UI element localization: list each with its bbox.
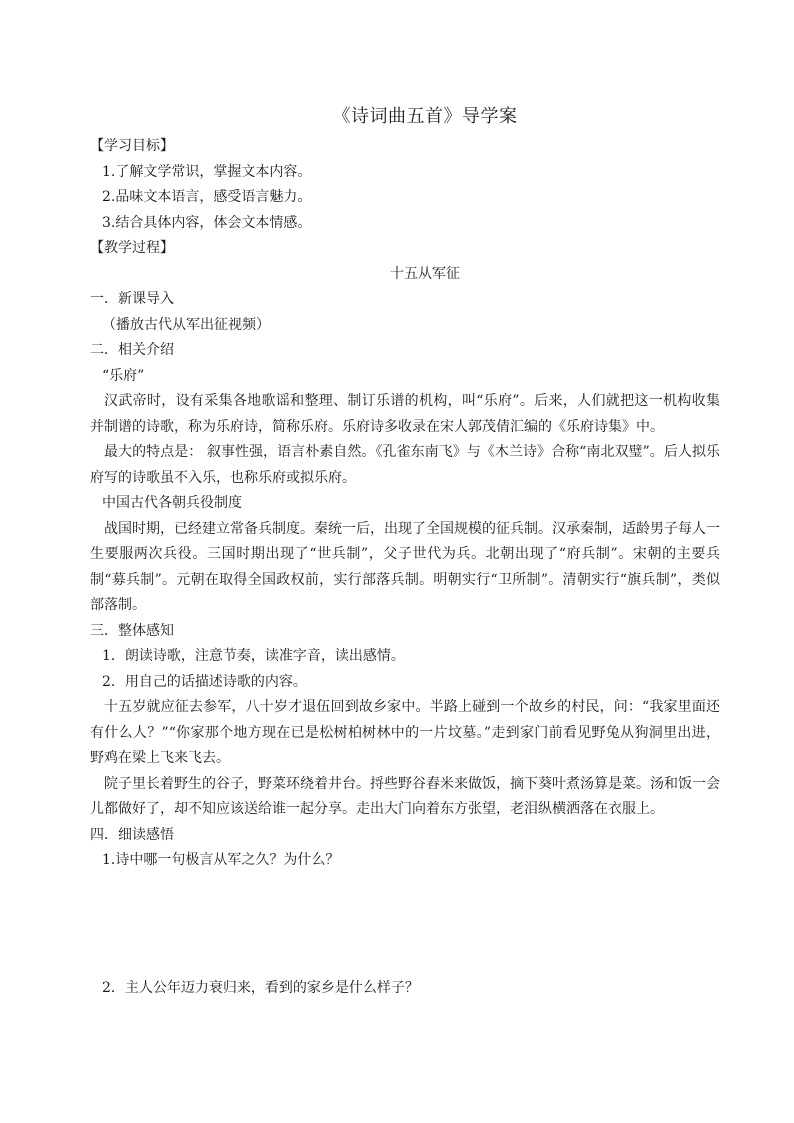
- military-paragraph: 战国时期，已经建立常备兵制度。秦统一后，出现了全国规模的征兵制。汉承秦制，适龄男子每人一生要服两次兵役。三国时期出现了“世兵制”，父子世代为兵。北朝出现了“府兵制”。宋朝的主要兵制“募兵制”。元朝在取得全国政权前，实行部落兵制。明朝实行“卫所制”。清朝实行“旗兵制”，类似部落制。: [90, 520, 720, 613]
- section-3-item-2: 2．用自己的话描述诗歌的内容。: [102, 673, 307, 690]
- question-1: 1.诗中哪一句极言从军之久？为什么？: [102, 852, 340, 868]
- story-paragraph-2: 院子里长着野生的谷子，野菜环绕着井台。捋些野谷舂米来做饭，摘下葵叶煮汤算是菜。汤和饭一会儿都做好了，却不知应该送给谁一起分享。走出大门向着东方张望，老泪纵横洒落在衣服上。: [90, 775, 720, 817]
- goal-item: 3.结合具体内容，体会文本情感。: [102, 214, 312, 231]
- story-paragraph-1: 十五岁就应征去参军，八十岁才退伍回到故乡家中。半路上碰到一个故乡的村民，问：“我家里面还有什么人？”“你家那个地方现在已是松树柏树林中的一片坟墓。”走到家门前看见野兔从狗洞里出进，野鸡在梁上飞来飞去。: [90, 699, 720, 766]
- answer-space: [90, 874, 720, 976]
- section-4-heading: 四．细读感悟: [90, 826, 174, 843]
- goal-item: 2.品味文本语言，感受语言魅力。: [102, 189, 312, 205]
- yuefu-label: “乐府”: [102, 367, 145, 384]
- section-2-heading: 二．相关介绍: [90, 342, 174, 358]
- section-3-item-1: 1．朗读诗歌，注意节奏，读准字音，读出感情。: [102, 648, 405, 664]
- document-page: [90, 100, 720, 1001]
- section-1-text: （播放古代从军出征视频）: [102, 316, 270, 333]
- poem-title: 十五从军征: [390, 265, 460, 282]
- section-3-heading: 三．整体感知: [90, 622, 174, 639]
- military-label: 中国古代各朝兵役制度: [102, 495, 242, 511]
- question-2: 2．主人公年迈力衰归来，看到的家乡是什么样子？: [102, 979, 419, 996]
- section-1-heading: 一．新课导入: [90, 291, 174, 307]
- process-heading: 【教学过程】: [90, 240, 174, 256]
- document-title: 《诗词曲五首》导学案: [332, 106, 518, 127]
- goals-heading: 【学习目标】: [90, 138, 174, 154]
- yuefu-paragraph-2: 最大的特点是： 叙事性强，语言朴素自然。《孔雀东南飞》与《木兰诗》合称“南北双璧”。后人拟乐府写的诗歌虽不入乐，也称乐府或拟乐府。: [90, 444, 720, 486]
- goal-item: 1.了解文学常识，掌握文本内容。: [102, 163, 312, 180]
- yuefu-paragraph-1: 汉武帝时，设有采集各地歌谣和整理、制订乐谱的机构，叫“乐府”。后来，人们就把这一机构收集并制谱的诗歌，称为乐府诗，简称乐府。乐府诗多收录在宋人郭茂倩汇编的《乐府诗集》中。: [90, 393, 720, 435]
